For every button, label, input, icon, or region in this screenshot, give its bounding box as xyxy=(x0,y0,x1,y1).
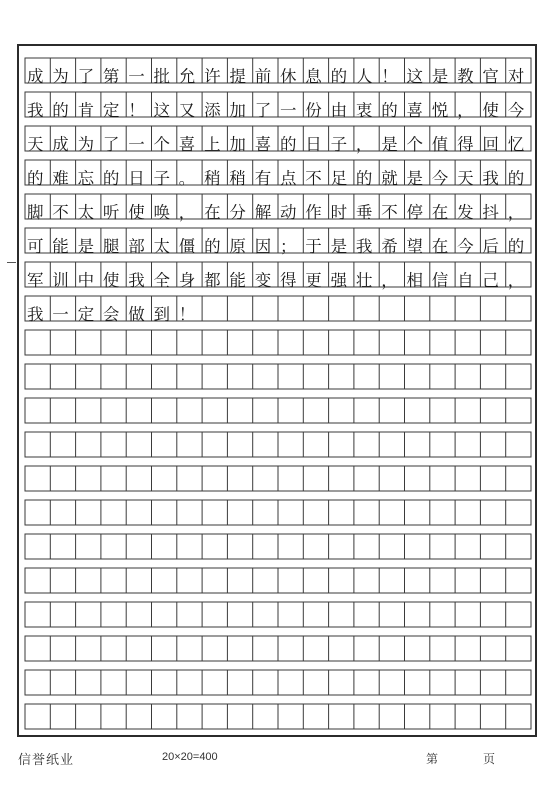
page-unit: 页 xyxy=(483,752,496,766)
margin-tick xyxy=(7,262,16,263)
composition-sheet xyxy=(17,44,537,737)
grid-spec: 20×20=400 xyxy=(162,751,218,763)
handwriting-line: 我的肯定！这又添加了一份由衷的喜悦，使今 xyxy=(27,101,533,120)
paper-brand: 信誉纸业 xyxy=(18,753,75,768)
handwriting-line: 天成为了一个喜上加喜的日子，是个值得回忆 xyxy=(27,135,533,154)
handwriting-line: 成为了第一批允许提前休息的人！这是教官对 xyxy=(27,67,533,86)
handwriting-line: 的难忘的日子。稍稍有点不足的就是今天我的 xyxy=(27,169,533,188)
handwriting-line: 可能是腿部太僵的原因；于是我希望在今后的 xyxy=(27,237,533,256)
handwriting-line: 脚不太听使唤，在分解动作时垂不停在发抖， xyxy=(27,203,533,222)
page-label: 第 xyxy=(426,752,439,766)
handwriting-line: 我一定会做到！ xyxy=(27,305,205,324)
handwriting-line: 军训中使我全身都能变得更强壮，相信自己， xyxy=(27,271,533,290)
